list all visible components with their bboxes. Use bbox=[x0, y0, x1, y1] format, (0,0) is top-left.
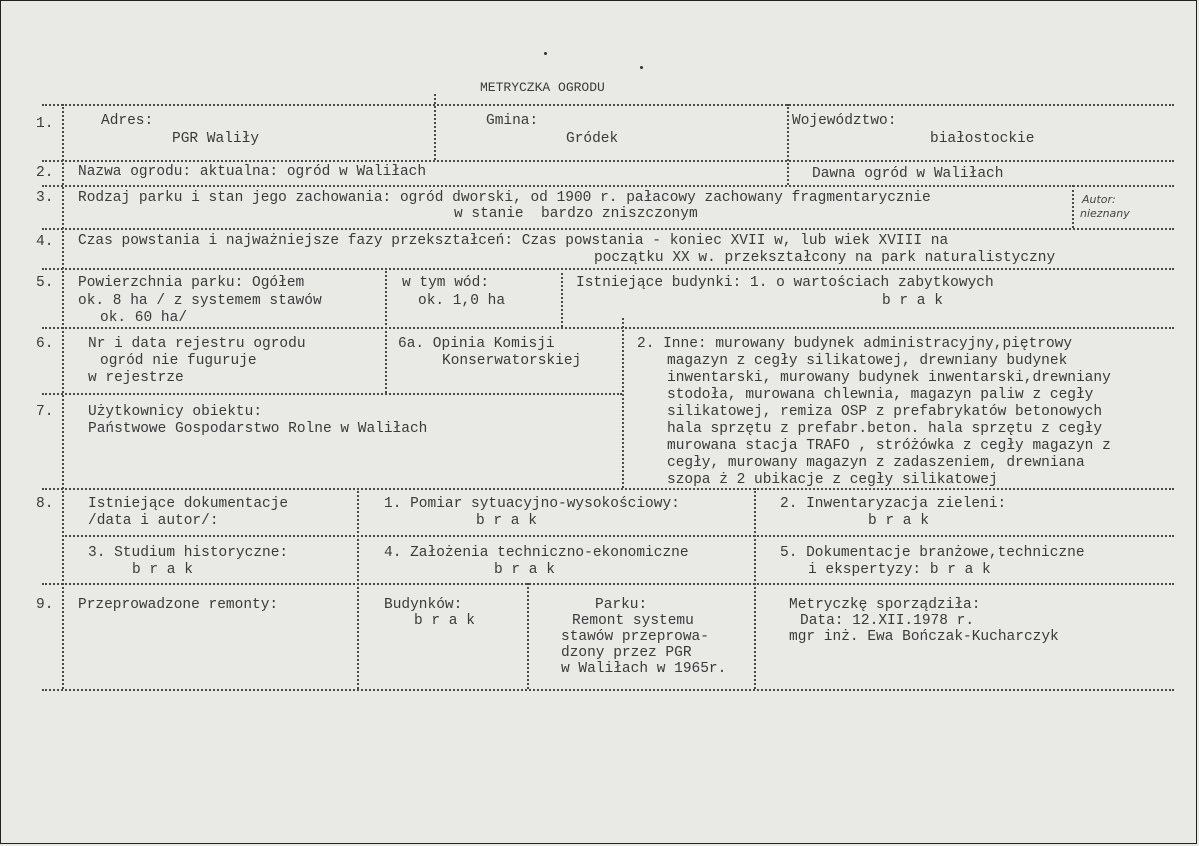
row-8-number: 8. bbox=[36, 496, 54, 512]
branzowe-value: i ekspertyzy: b r a k bbox=[808, 562, 991, 578]
inne-line: cegły, murowany magazyn z zadaszeniem, drewniana bbox=[667, 455, 1085, 471]
row-2-number: 2. bbox=[36, 165, 54, 181]
inne-line: inwentarski, murowany budynek inwentarski,drewniany bbox=[667, 370, 1111, 386]
rule-v bbox=[357, 488, 359, 689]
budynki-zabytkowe-value: b r a k bbox=[882, 293, 943, 309]
rule-v bbox=[754, 488, 756, 689]
pomiar-label: 1. Pomiar sytuacyjno-wysokościowy: bbox=[384, 496, 680, 512]
inne-line: stodoła, murowana chlewnia, magazyn paliw z cegły bbox=[667, 387, 1094, 403]
autor-handwritten: Autor: bbox=[1082, 193, 1116, 206]
powierzchnia-value: ok. 8 ha / z systemem stawów bbox=[78, 293, 322, 309]
parku-line: Remont systemu bbox=[572, 613, 694, 629]
speck bbox=[544, 52, 547, 55]
budynkow-label: Budynków: bbox=[384, 597, 463, 613]
czas-powstania: Czas powstania i najważniejsze fazy przekształceń: Czas powstania - koniec XVII w, lub wiek XVIII na bbox=[78, 233, 949, 249]
row-7-number: 7. bbox=[36, 404, 54, 420]
adres-label: Adres: bbox=[101, 113, 154, 129]
rejestr-value-2: w rejestrze bbox=[88, 370, 184, 386]
rule bbox=[42, 185, 1174, 187]
autor-handwritten-value: nieznany bbox=[1080, 207, 1130, 220]
inne-line: silikatowej, remiza OSP z prefabrykatów betonowych bbox=[667, 404, 1103, 420]
rule bbox=[42, 689, 1174, 691]
dokumentacje-label-2: /data i autor/: bbox=[88, 513, 219, 529]
parku-line: w Waliłach w 1965r. bbox=[561, 661, 727, 677]
row-3-number: 3. bbox=[36, 190, 54, 206]
rule-v bbox=[561, 268, 563, 327]
metryczke-data: Data: 12.XII.1978 r. bbox=[800, 613, 975, 629]
powierzchnia-label: Powierzchnia parku: Ogółem bbox=[78, 275, 305, 291]
opinia-label-2: Konserwatorskiej bbox=[442, 353, 582, 369]
branzowe-label: 5. Dokumentacje branżowe,techniczne bbox=[780, 545, 1085, 561]
rule-v bbox=[62, 104, 64, 689]
remonty-label: Przeprowadzone remonty: bbox=[78, 597, 279, 613]
wojewodztwo-value: białostockie bbox=[930, 131, 1035, 147]
wody-value: ok. 1,0 ha bbox=[418, 293, 506, 309]
pomiar-value: b r a k bbox=[476, 513, 537, 529]
budynki-zabytkowe-label: Istniejące budynki: 1. o wartościach zabytkowych bbox=[576, 275, 994, 291]
gmina-value: Gródek bbox=[566, 131, 619, 147]
rule bbox=[62, 535, 1174, 537]
speck bbox=[640, 66, 643, 69]
nazwa-ogrodu: Nazwa ogrodu: aktualna: ogród w Waliłach bbox=[78, 164, 427, 180]
rule-v bbox=[787, 104, 789, 185]
rule bbox=[42, 160, 1174, 162]
inwentaryzacja-value: b r a k bbox=[868, 513, 929, 529]
inne-line: murowana stacja TRAFO , stróżówka z cegły magazyn z bbox=[667, 438, 1111, 454]
studium-label: 3. Studium historyczne: bbox=[88, 545, 289, 561]
parku-line: stawów przeprowa- bbox=[561, 629, 709, 645]
rule-v bbox=[622, 318, 624, 488]
rule-v bbox=[527, 583, 529, 689]
rule bbox=[42, 228, 1174, 230]
powierzchnia-value-2: ok. 60 ha/ bbox=[100, 310, 188, 326]
row-4-number: 4. bbox=[36, 234, 54, 250]
dokumentacje-label: Istniejące dokumentacje bbox=[88, 496, 289, 512]
inne-line: szopa ż 2 ubikacje z cegły silikatowej bbox=[667, 472, 998, 488]
parku-line: dzony przez PGR bbox=[561, 645, 692, 661]
rejestr-label: Nr i data rejestru ogrodu bbox=[88, 336, 306, 352]
rodzaj-parku: Rodzaj parku i stan jego zachowania: ogród dworski, od 1900 r. pałacowy zachowany fragmentarycznie bbox=[78, 190, 931, 206]
metryczke-autor: mgr inż. Ewa Bończak-Kucharczyk bbox=[789, 629, 1059, 645]
page-title: METRYCZKA OGRODU bbox=[480, 80, 605, 95]
opinia-label: 6a. Opinia Komisji bbox=[398, 336, 555, 352]
rule bbox=[42, 104, 1174, 106]
stan-zachowania: w stanie bardzo zniszczonym bbox=[454, 206, 698, 222]
adres-value: PGR Waliły bbox=[172, 131, 260, 147]
rule-v bbox=[385, 268, 387, 393]
uzytkownicy-value: Państwowe Gospodarstwo Rolne w Waliłach bbox=[88, 421, 428, 437]
inne-line: 2. Inne: murowany budynek administracyjny,piętrowy bbox=[637, 336, 1073, 352]
rule bbox=[42, 327, 1174, 329]
inne-line: magazyn z cegły silikatowej, drewniany budynek bbox=[667, 353, 1068, 369]
wojewodztwo-label: Województwo: bbox=[792, 113, 897, 129]
budynkow-value: b r a k bbox=[414, 613, 475, 629]
dawna-nazwa: Dawna ogród w Waliłach bbox=[812, 166, 1004, 182]
parku-label: Parku: bbox=[595, 597, 648, 613]
rule bbox=[42, 583, 1174, 585]
row-1-number: 1. bbox=[36, 116, 54, 132]
uzytkownicy-label: Użytkownicy obiektu: bbox=[88, 404, 263, 420]
zalozenia-label: 4. Założenia techniczno-ekonomiczne bbox=[384, 545, 689, 561]
row-5-number: 5. bbox=[36, 275, 54, 291]
rule bbox=[42, 488, 1174, 490]
row-9-number: 9. bbox=[36, 597, 54, 613]
inwentaryzacja-label: 2. Inwentaryzacja zieleni: bbox=[780, 496, 1007, 512]
rule-v bbox=[1072, 185, 1074, 228]
rejestr-value: ogród nie fuguruje bbox=[100, 353, 257, 369]
czas-powstania-cont: początku XX w. przekształcony na park naturalistyczny bbox=[594, 250, 1056, 266]
zalozenia-value: b r a k bbox=[494, 562, 555, 578]
rule bbox=[42, 393, 622, 395]
row-6-number: 6. bbox=[36, 336, 54, 352]
metryczke-label: Metryczkę sporządziła: bbox=[789, 597, 981, 613]
inne-line: hala sprzętu z prefabr.beton. hala sprzętu z cegły bbox=[667, 421, 1103, 437]
rule-v bbox=[434, 94, 436, 160]
gmina-label: Gmina: bbox=[486, 113, 539, 129]
studium-value: b r a k bbox=[132, 562, 193, 578]
wody-label: w tym wód: bbox=[402, 275, 490, 291]
rule bbox=[42, 268, 1174, 270]
